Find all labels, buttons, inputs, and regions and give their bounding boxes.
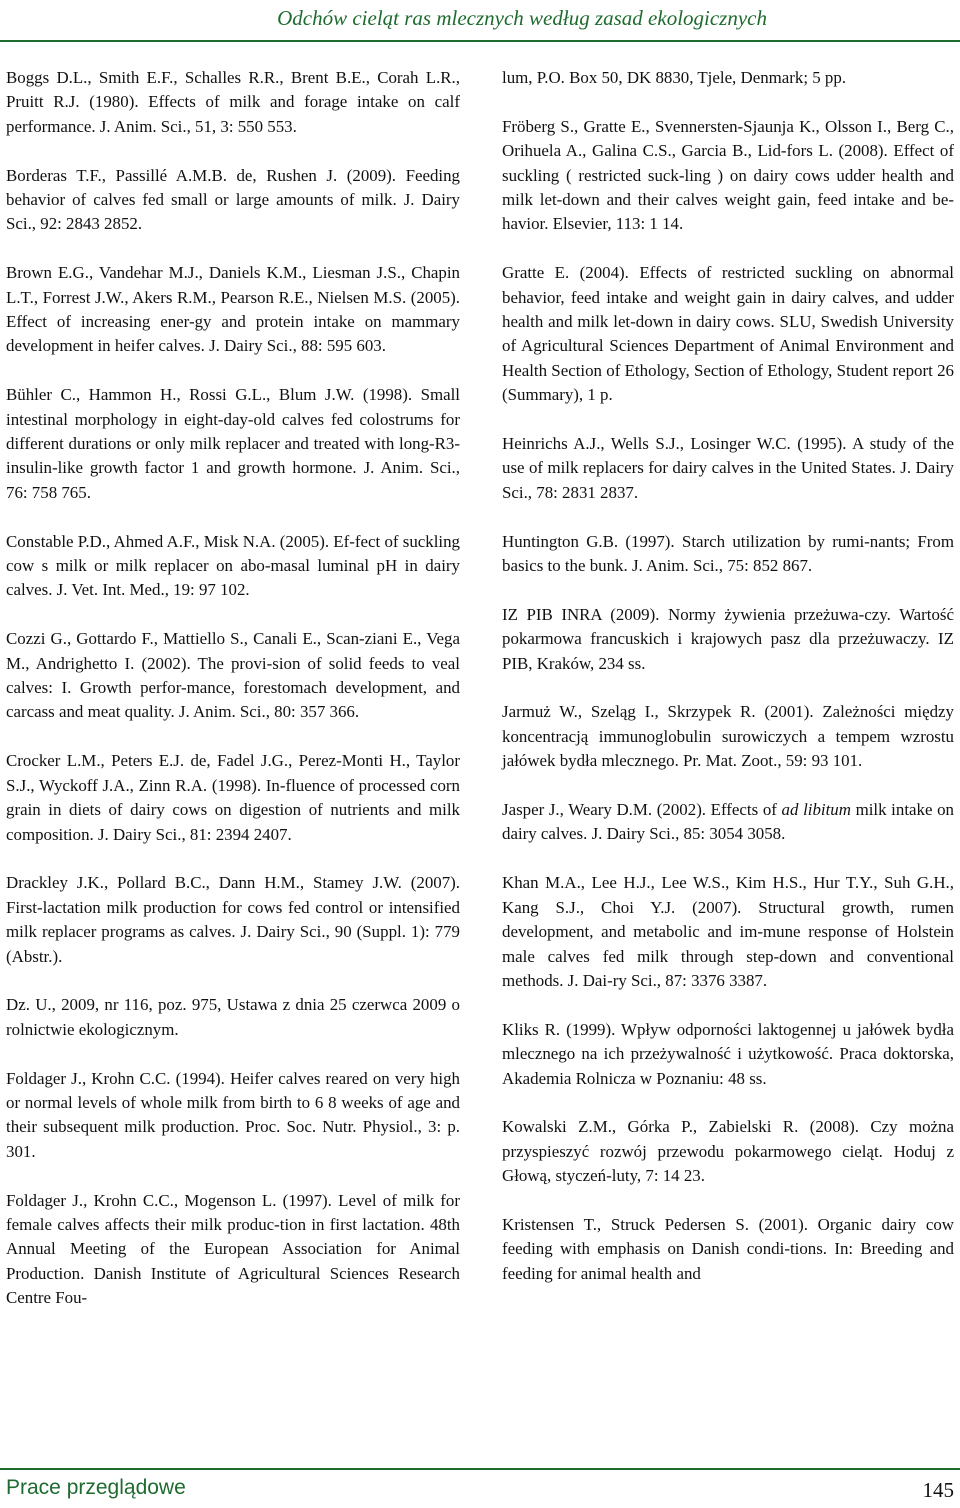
reference-entry: Drackley J.K., Pollard B.C., Dann H.M., Stamey J.W. (2007). First-lactation milk production for cows fed control or intensified milk replacer programs as calves. J. Dairy Sci., 90 (Suppl. 1): 779 (Abstr.). (6, 873, 460, 966)
reference-entry: Bühler C., Hammon H., Rossi G.L., Blum J.W. (1998). Small intestinal morphology in eight-day-old calves fed colostrums for different durations or only milk replacer and treated with long-R3-insulin-like growth factor 1 and growth hormone. J. Anim. Sci., 76: 758 765. (6, 385, 460, 502)
reference-entry: Foldager J., Krohn C.C., Mogenson L. (1997). Level of milk for female calves affects their milk produc-tion in first lactation. 48th Annual Meeting of the European Association for Animal Production. Danish Institute of Agricultural Sciences Research Centre Fou- (6, 1190, 460, 1308)
reference-entry: Foldager J., Krohn C.C. (1994). Heifer calves reared on very high or normal levels of whole milk from birth to 6 8 weeks of age and their subsequent milk production. Proc. Soc. Nutr. Physiol., 3: p. 301. (6, 1068, 460, 1161)
page-header (0, 0, 960, 40)
reference-entry: Constable P.D., Ahmed A.F., Misk N.A. (2005). Ef-fect of suckling cow s milk or milk replacer on abo-masal luminal pH in dairy calves. J. Vet. Int. Med., 19: 97 102. (6, 531, 460, 600)
section-label: Prace przeglądowe (6, 1476, 186, 1499)
footer-rule (0, 1468, 960, 1470)
reference-entry: Jarmuż W., Szeląg I., Skrzypek R. (2001). Zależności między koncentracją immunoglobulin surowiczych a tempem wzrostu jałówek bydła mlecznego. Pr. Mat. Zoot., 59: 93 101. (502, 702, 954, 771)
reference-entry: Huntington G.B. (1997). Starch utilization by rumi-nants; From basics to the bunk. J. Anim. Sci., 75: 852 867. (502, 531, 954, 576)
reference-entry: IZ PIB INRA (2009). Normy żywienia przeżuwa-czy. Wartość pokarmowa francuskich i krajowych pasz dla przeżuwaczy. IZ PIB, Kraków, 234 ss. (502, 604, 954, 673)
reference-entry: Kliks R. (1999). Wpływ odporności laktogennej u jałówek bydła mlecznego na ich przeżywalność i użytkowość. Praca doktorska, Akademia Rolnicza w Poznaniu: 48 ss. (502, 1019, 954, 1088)
reference-entry: Borderas T.F., Passillé A.M.B. de, Rushen J. (2009). Feeding behavior of calves fed small or large amounts of milk. J. Dairy Sci., 92: 2843 2852. (6, 165, 460, 234)
header-rule (0, 40, 960, 42)
reference-entry: Brown E.G., Vandehar M.J., Daniels K.M., Liesman J.S., Chapin L.T., Forrest J.W., Akers R.M., Pearson R.E., Nielsen M.S. (2005). Effect of increasing ener-gy and protein intake on mammary development in heifer calves. J. Dairy Sci., 88: 595 603. (6, 263, 460, 356)
italic-term: ad libitum (781, 800, 851, 820)
reference-entry: Dz. U., 2009, nr 116, poz. 975, Ustawa z dnia 25 czerwca 2009 o rolnictwie ekologicznym. (6, 995, 460, 1039)
references-column-left (6, 66, 460, 1311)
reference-entry: Heinrichs A.J., Wells S.J., Losinger W.C. (1995). A study of the use of milk replacers for dairy calves in the United States. J. Dairy Sci., 78: 2831 2837. (502, 434, 954, 502)
running-title: Odchów cieląt ras mlecznych według zasad ekologicznych (277, 6, 767, 30)
reference-entry: Kristensen T., Struck Pedersen S. (2001). Organic dairy cow feeding with emphasis on Danish condi-tions. In: Breeding and feeding for animal health and (502, 1214, 954, 1283)
reference-entry: Khan M.A., Lee H.J., Lee W.S., Kim H.S., Hur T.Y., Suh G.H., Kang S.J., Choi Y.J. (2007). Structural growth, rumen development, and metabolic and im-mune response of Holstein male calves fed milk through step-down and conventional methods. J. Dai-ry Sci., 87: 3376 3387. (502, 873, 954, 990)
reference-entry: Fröberg S., Gratte E., Svennersten-Sjaunja K., Olsson I., Berg C., Orihuela A., Galina C.S., Garcia B., Lid-fors L. (2008). Effect of suckling ( restricted suck-ling ) on dairy cows udder health and milk let-down and their calves weight gain, feed intake and be-havior. Elsevier, 113: 1 14. (502, 116, 954, 234)
reference-entry: Boggs D.L., Smith E.F., Schalles R.R., Brent B.E., Corah L.R., Pruitt R.J. (1980). Effects of milk and forage intake on calf performance. J. Anim. Sci., 51, 3: 550 553. (6, 68, 460, 136)
reference-entry: Gratte E. (2004). Effects of restricted suckling on abnormal behavior, feed intake and weight gain in dairy calves, and udder health and milk let-down in dairy cows. SLU, Swedish University of Agricultural Sciences Department of Animal Environment and Health Section of Ethology, Section of Ethology, Student report 26 (Summary), 1 p. (502, 263, 954, 405)
page-number: 145 (922, 1478, 954, 1502)
reference-entry: Crocker L.M., Peters E.J. de, Fadel J.G., Perez-Monti H., Taylor S.J., Wyckoff J.A., Zinn R.A. (1998). In-fluence of processed corn grain in diets of dairy cows on digestion of nutrients and milk composition. J. Dairy Sci., 81: 2394 2407. (6, 751, 460, 844)
reference-entry: lum, P.O. Box 50, DK 8830, Tjele, Denmark; 5 pp. (502, 68, 847, 87)
reference-entry: Cozzi G., Gottardo F., Mattiello S., Canali E., Scan-ziani E., Vega M., Andrighetto I. (2002). The provi-sion of solid feeds to veal calves: I. Growth perfor-mance, forestomach development, and carcass and meat quality. J. Anim. Sci., 80: 357 366. (6, 629, 460, 722)
reference-entry: Jasper J., Weary D.M. (2002). Effects of ad libitum milk intake on dairy calves. J. Dairy Sci., 85: 3054 3058. (502, 800, 954, 844)
references-column-right (502, 66, 954, 1286)
reference-entry: Kowalski Z.M., Górka P., Zabielski R. (2008). Czy można przyspieszyć rozwój przewodu pokarmowego cieląt. Hoduj z Głową, styczeń-luty, 7: 14 23. (502, 1117, 954, 1186)
